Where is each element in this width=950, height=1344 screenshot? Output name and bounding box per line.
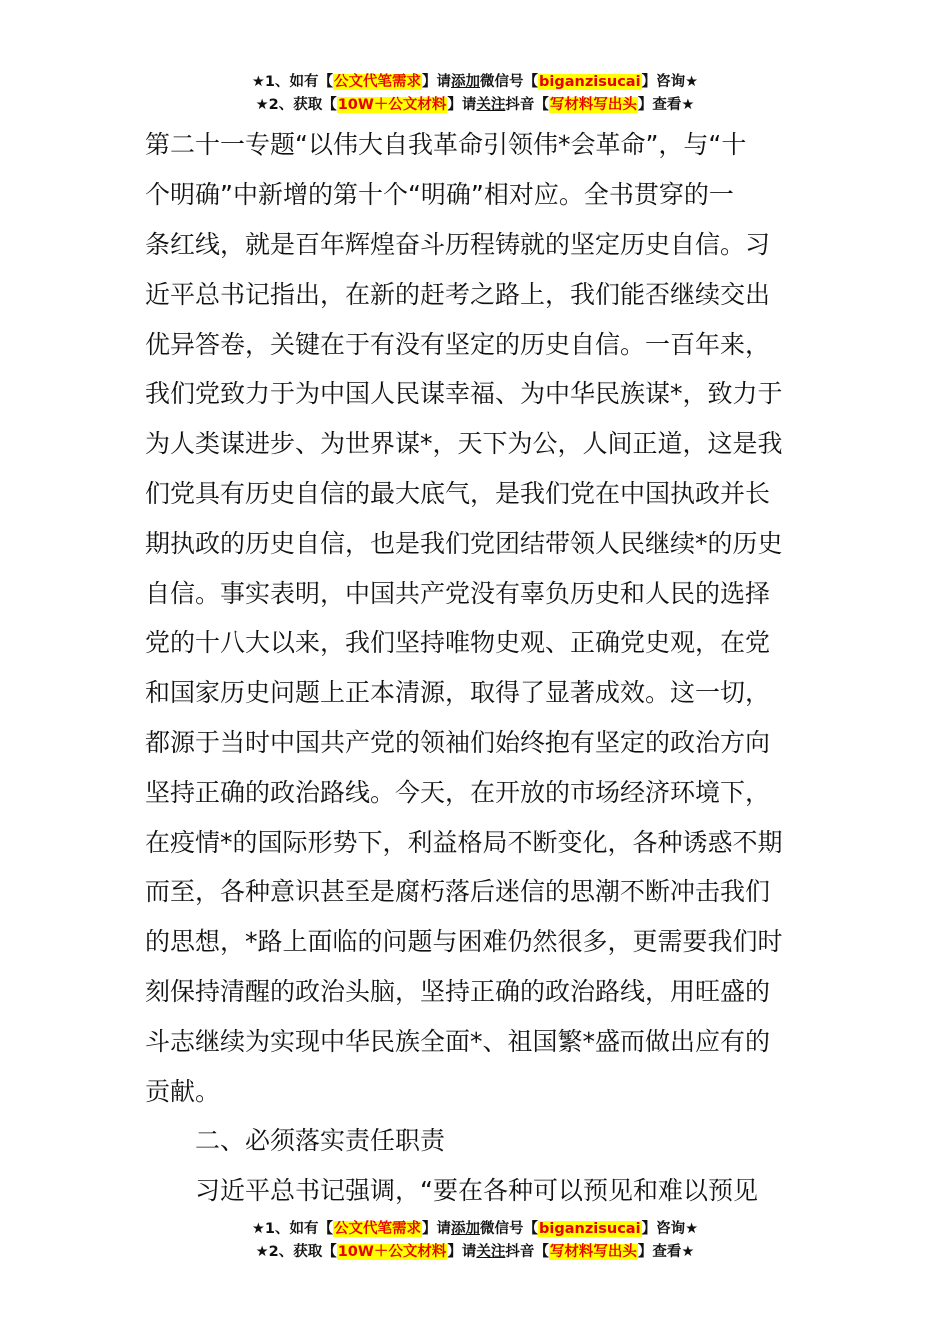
ad-text: 】请	[447, 97, 477, 113]
body-line: 坚持正确的政治路线。今天，在开放的市场经济环境下，	[145, 778, 771, 807]
ad-banner-bottom-line-1	[0, 1218, 950, 1240]
ad-text: 】请	[447, 1244, 477, 1260]
ad-text: 】请	[422, 74, 452, 90]
ad-highlight: 10W＋公文材料	[337, 97, 447, 113]
ad-text: 】查看★	[637, 1244, 695, 1260]
body-line: 近平总书记指出，在新的赶考之路上，我们能否继续交出	[145, 280, 771, 309]
ad-banner-top-line-2	[0, 94, 950, 116]
ad-highlight: 10W＋公文材料	[337, 1244, 447, 1260]
body-line: 优异答卷，关键在于有没有坚定的历史自信。一百年来，	[145, 330, 771, 359]
ad-text: 微信号【	[480, 74, 539, 90]
ad-text: ★1、如有【	[251, 74, 334, 90]
ad-text: 】咨询★	[641, 1221, 699, 1237]
body-line: 个明确”中新增的第十个“明确”相对应。全书贯穿的一	[145, 180, 734, 209]
ad-banner-top-line-1	[0, 71, 950, 93]
body-line: 的思想，*路上面临的问题与困难仍然很多，更需要我们时	[145, 927, 783, 956]
ad-text: 】咨询★	[641, 74, 699, 90]
body-line: 党的十八大以来，我们坚持唯物史观、正确党史观，在党	[145, 628, 771, 657]
ad-banner-bottom-line-2	[0, 1241, 950, 1263]
body-line: 期执政的历史自信，也是我们党团结带领人民继续*的历史	[145, 529, 783, 558]
ad-underline: 添加	[451, 74, 481, 90]
body-line: 自信。事实表明，中国共产党没有辜负历史和人民的选择	[145, 579, 771, 608]
body-line: 都源于当时中国共产党的领袖们始终抱有坚定的政治方向	[145, 728, 771, 757]
body-line: 在疫情*的国际形势下，利益格局不断变化，各种诱惑不期	[145, 828, 783, 857]
ad-text: 抖音【	[505, 1244, 549, 1260]
ad-text: ★1、如有【	[251, 1221, 334, 1237]
ad-underline: 添加	[451, 1221, 481, 1237]
ad-highlight: 写材料写出头	[549, 97, 637, 113]
ad-underline: 关注	[476, 97, 506, 113]
ad-text: 抖音【	[505, 97, 549, 113]
body-line: 我们党致力于为中国人民谋幸福、为中华民族谋*，致力于	[145, 379, 783, 408]
body-line: 为人类谋进步、为世界谋*，天下为公，人间正道，这是我	[145, 429, 783, 458]
ad-text: 】查看★	[637, 97, 695, 113]
ad-underline: 关注	[476, 1244, 506, 1260]
ad-highlight: biganzisucai	[539, 1221, 641, 1237]
section-heading: 二、必须落实责任职责	[195, 1126, 446, 1155]
body-line: 条红线，就是百年辉煌奋斗历程铸就的坚定历史自信。习	[145, 230, 771, 259]
ad-highlight: 公文代笔需求	[334, 1221, 422, 1237]
body-line: 第二十一专题“以伟大自我革命引领伟*会革命”，与“十	[145, 130, 747, 159]
ad-highlight: biganzisucai	[539, 74, 641, 90]
body-line: 贡献。	[145, 1077, 221, 1106]
ad-text: 微信号【	[480, 1221, 539, 1237]
body-line: 而至，各种意识甚至是腐朽落后迷信的思潮不断冲击我们	[145, 877, 771, 906]
ad-highlight: 公文代笔需求	[334, 74, 422, 90]
ad-highlight: 写材料写出头	[549, 1244, 637, 1260]
body-line: 们党具有历史自信的最大底气，是我们党在中国执政并长	[145, 479, 771, 508]
body-line: 斗志继续为实现中华民族全面*、祖国繁*盛而做出应有的	[145, 1027, 771, 1056]
ad-text: ★2、获取【	[255, 1244, 337, 1260]
body-line: 和国家历史问题上正本清源，取得了显著成效。这一切，	[145, 678, 771, 707]
ad-text: ★2、获取【	[255, 97, 337, 113]
ad-text: 】请	[422, 1221, 452, 1237]
body-line: 习近平总书记强调，“要在各种可以预见和难以预见	[195, 1176, 758, 1205]
body-line: 刻保持清醒的政治头脑，坚持正确的政治路线，用旺盛的	[145, 977, 771, 1006]
